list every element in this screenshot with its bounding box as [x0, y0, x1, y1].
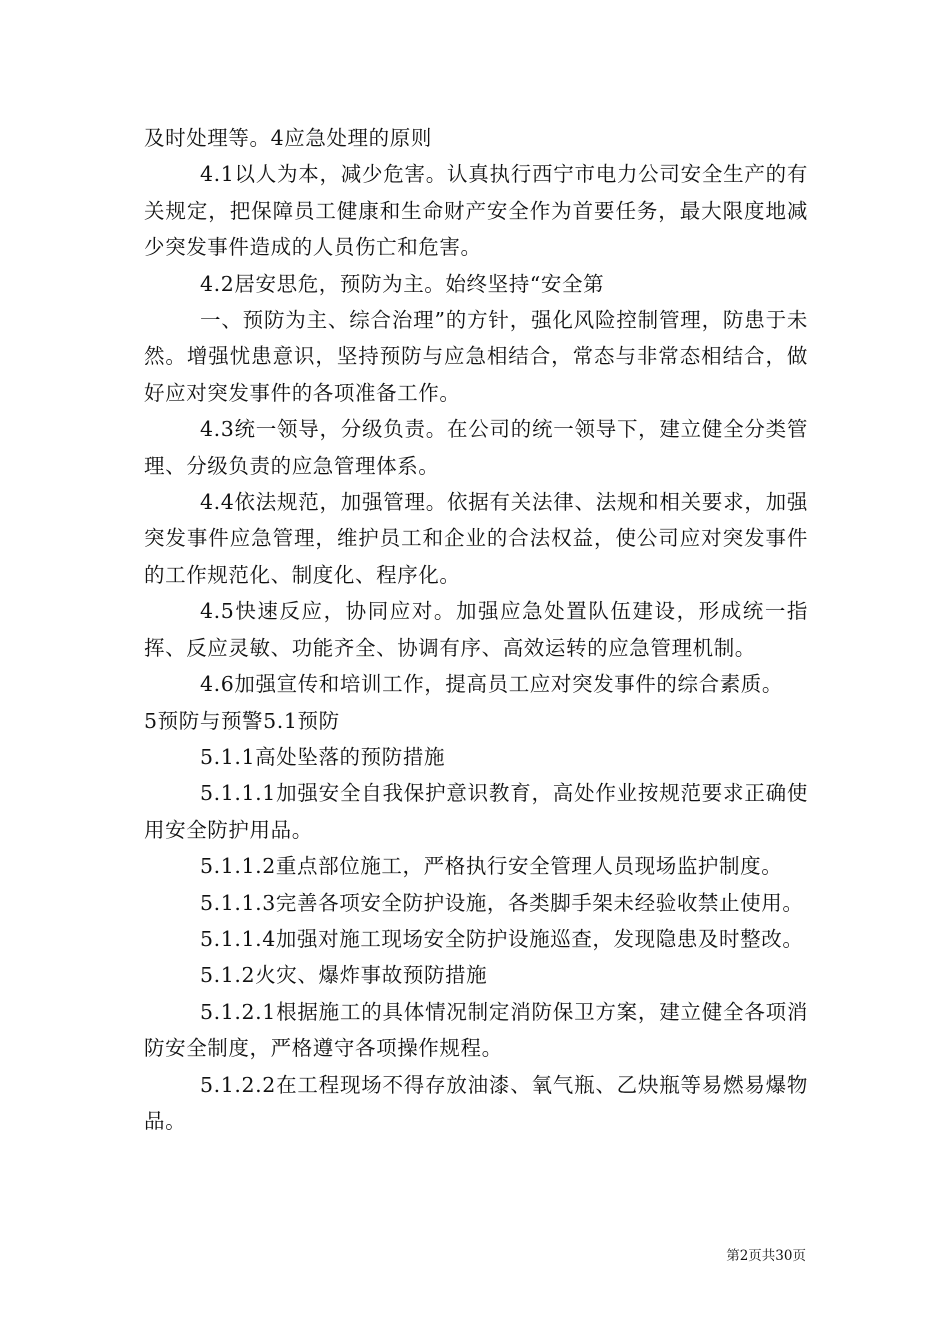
paragraph-1: 4.1以人为本，减少危害。认真执行西宁市电力公司安全生产的有关规定，把保障员工健康和生命财产安全作为首要任务，最大限度地减少突发事件造成的人员伤亡和危害。	[144, 162, 808, 260]
paragraph-2: 4.2居安思危，预防为主。始终坚持“安全第	[200, 271, 605, 296]
paragraph-13: 5.1.1.4加强对施工现场安全防护设施巡查，发现隐患及时整改。	[200, 926, 804, 951]
paragraph-12: 5.1.1.3完善各项安全防护设施，各类脚手架未经验收禁止使用。	[200, 890, 804, 915]
paragraph-0: 及时处理等。4应急处理的原则	[144, 126, 432, 150]
paragraph-5: 4.4依法规范，加强管理。依据有关法律、法规和相关要求，加强突发事件应急管理，维护员工和企业的合法权益，使公司应对突发事件的工作规范化、制度化、程序化。	[144, 490, 808, 587]
paragraph-14: 5.1.2火灾、爆炸事故预防措施	[200, 963, 488, 988]
document-body	[144, 120, 808, 1139]
paragraph-7: 4.6加强宣传和培训工作，提高员工应对突发事件的综合素质。	[200, 672, 783, 697]
paragraph-9: 5.1.1高处坠落的预防措施	[200, 744, 446, 769]
paragraph-8: 5预防与预警5.1预防	[144, 708, 340, 733]
paragraph-3: 一、预防为主、综合治理”的方针，强化风险控制管理，防患于未然。增强忧患意识，坚持预防与应急相结合，常态与非常态相结合，做好应对突发事件的各项准备工作。	[144, 308, 808, 405]
paragraph-11: 5.1.1.2重点部位施工，严格执行安全管理人员现场监护制度。	[200, 854, 783, 879]
paragraph-10: 5.1.1.1加强安全自我保护意识教育，高处作业按规范要求正确使用安全防护用品。	[144, 781, 808, 842]
paragraph-15: 5.1.2.1根据施工的具体情况制定消防保卫方案，建立健全各项消防安全制度，严格遵守各项操作规程。	[144, 999, 808, 1061]
paragraph-6: 4.5快速反应，协同应对。加强应急处置队伍建设，形成统一指挥、反应灵敏、功能齐全、协调有序、高效运转的应急管理机制。	[144, 599, 808, 660]
paragraph-4: 4.3统一领导，分级负责。在公司的统一领导下，建立健全分类管理、分级负责的应急管理体系。	[144, 417, 808, 478]
page-number-label: 第2页共30页	[726, 1248, 806, 1264]
paragraph-16: 5.1.2.2在工程现场不得存放油漆、氧气瓶、乙炔瓶等易燃易爆物品。	[144, 1072, 808, 1133]
